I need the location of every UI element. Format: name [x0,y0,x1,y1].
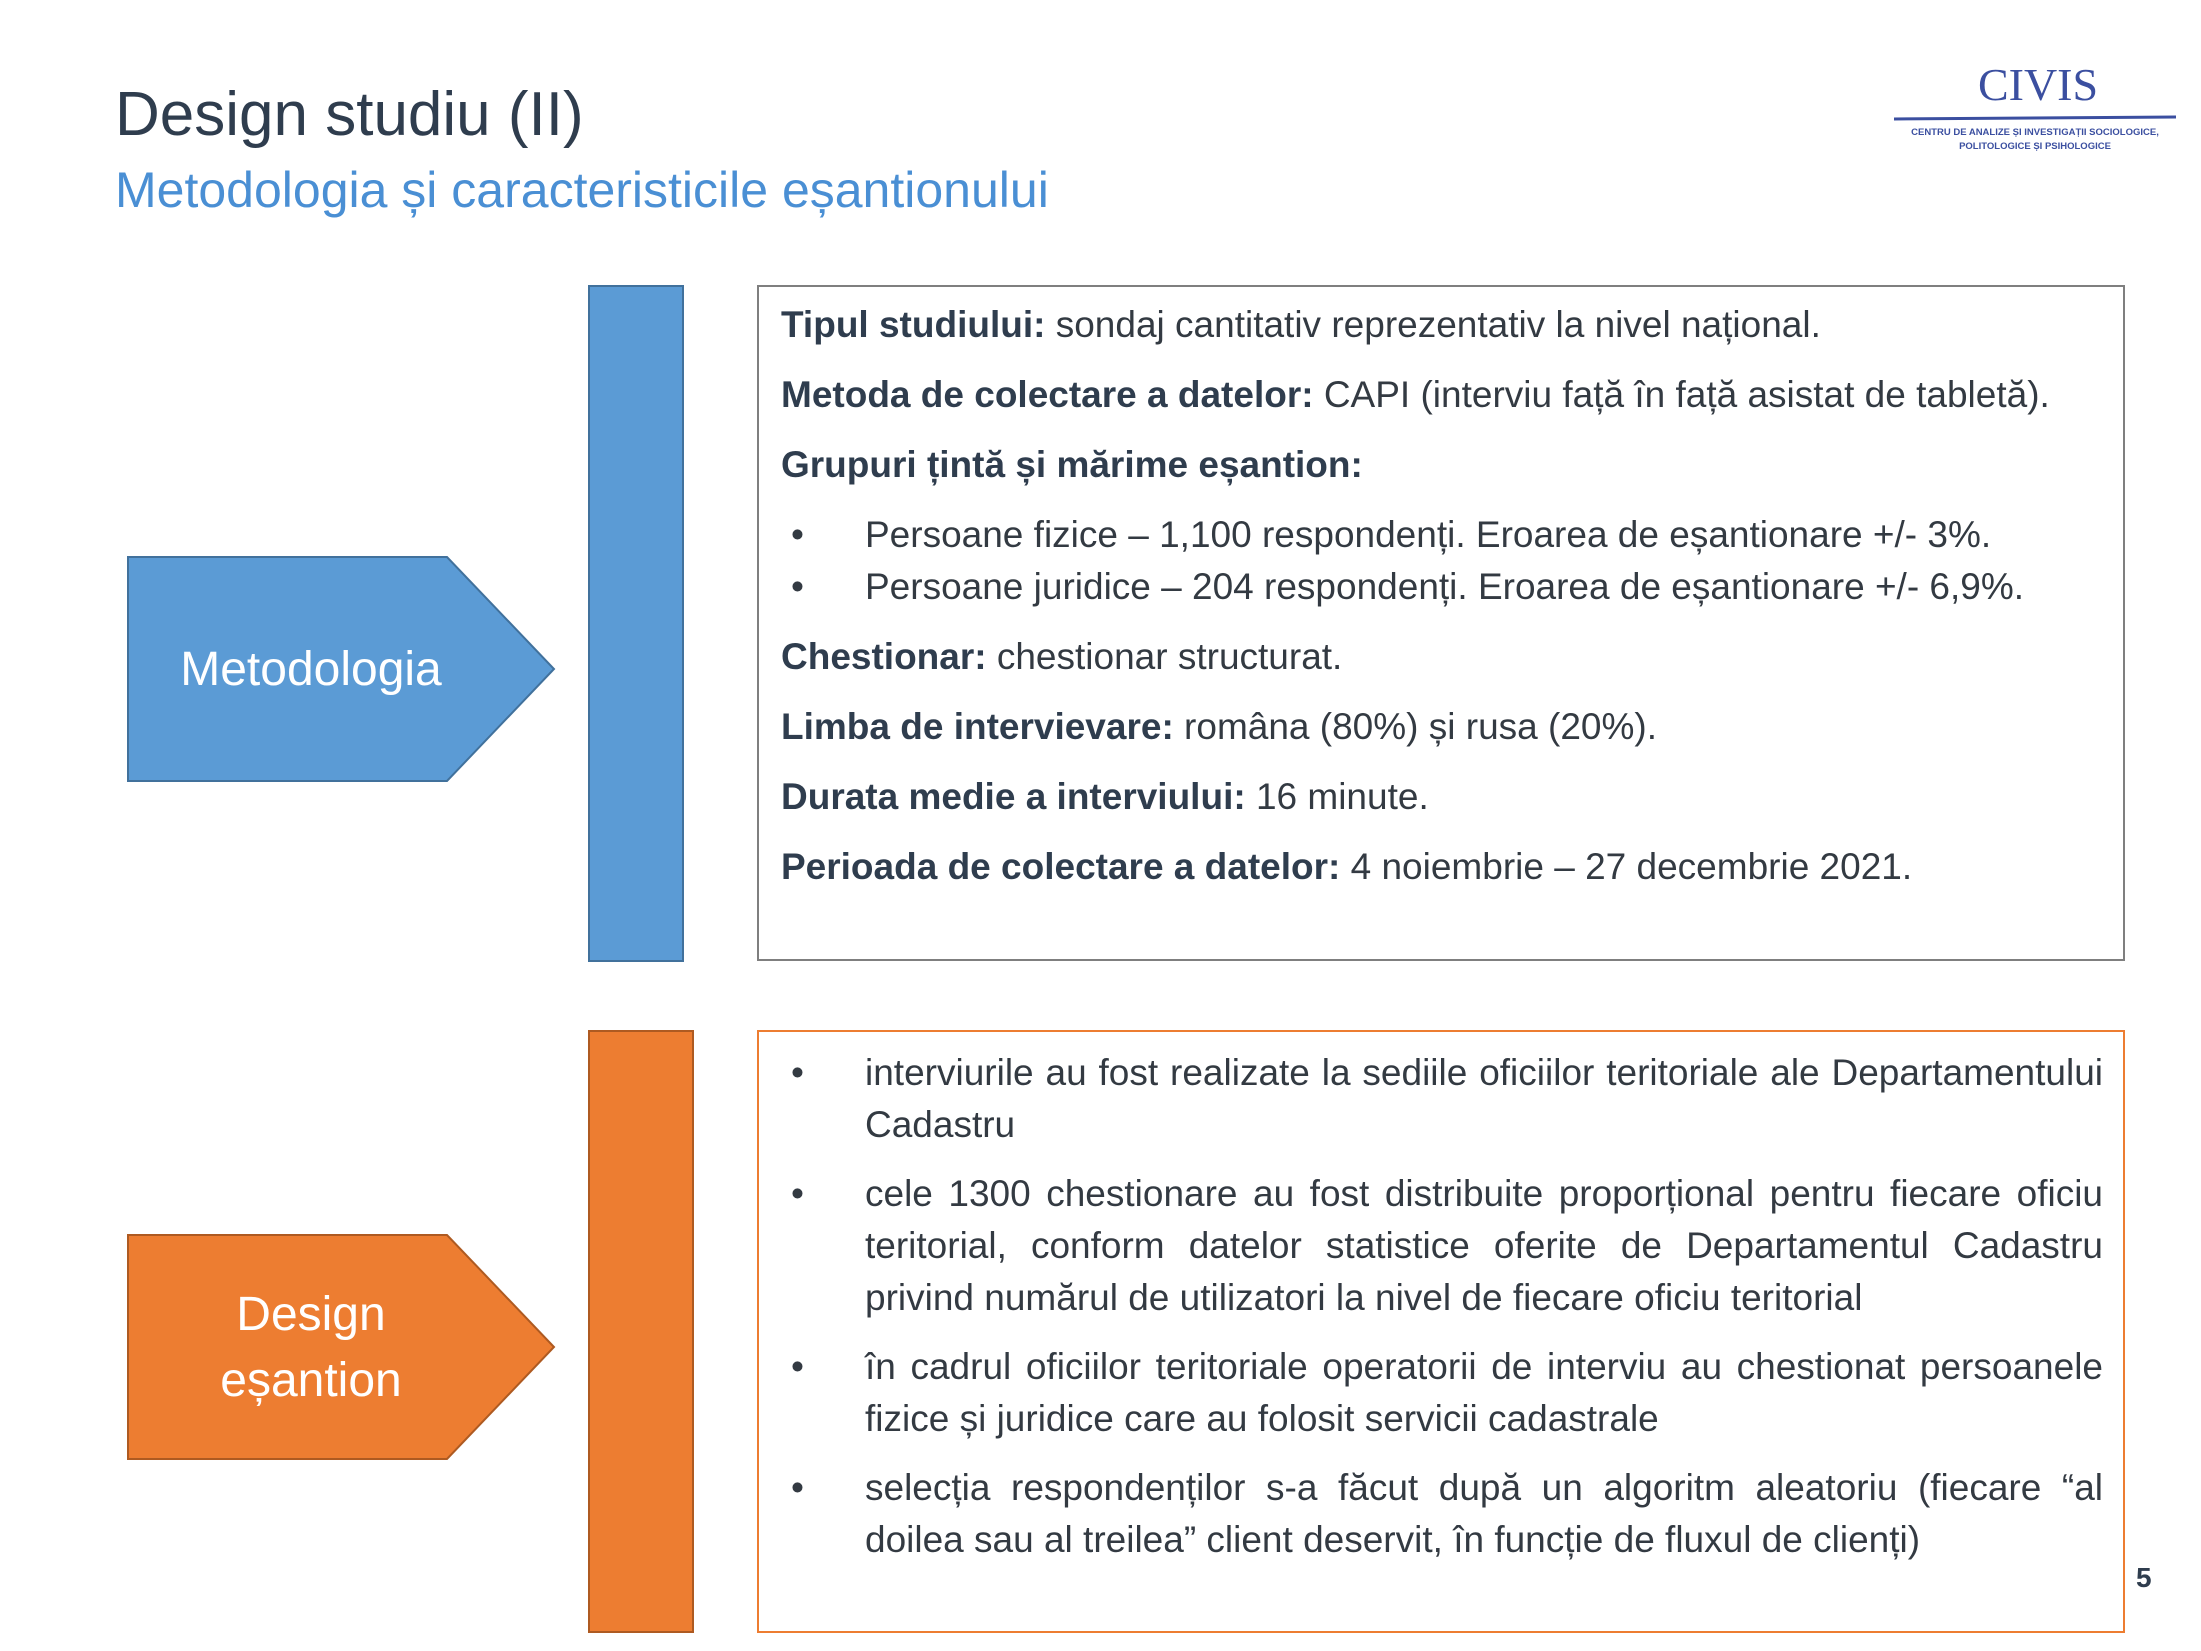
logo-line1: CENTRU DE ANALIZE ȘI INVESTIGAȚII SOCIOLOGICE, [1911,127,2159,138]
metodologia-label: Metodologia [180,642,442,696]
item-perioada: Perioada de colectare a datelor: 4 noiembrie – 27 decembrie 2021. [781,846,1913,887]
slide-subtitle: Metodologia și caracteristicile eșantionului [115,162,1049,218]
civis-logo [1890,60,2180,160]
design-esantion-label [126,1233,496,1463]
item-limba: Limba de intervievare: româna (80%) și rusa (20%). [781,706,1657,747]
design-esantion-bar [588,1030,694,1633]
list-item: • selecția respondenților s-a făcut după un algoritm aleatoriu (fiecare “al doilea sau al treilea” client deservit, în funcție de fluxul de clienți) [791,1467,2103,1560]
bullet-persoane-fizice: • Persoane fizice – 1,100 respondenți. Eroarea de eșantionare +/- 3%. [791,514,1992,555]
metodologia-bar [588,285,684,962]
page-number: 5 [2136,1562,2152,1593]
list-item: • cele 1300 chestionare au fost distribuite proporțional pentru fiecare oficiu teritorial, conform datelor statistice oferite de Departamentul Cadastru privind numărul de utilizatori la nivel de fiecare oficiu teritorial [791,1173,2103,1318]
list-item: • interviurile au fost realizate la sediile oficiilor teritoriale ale Departamentului Cadastru [791,1052,2103,1145]
item-durata: Durata medie a interviului: 16 minute. [781,776,1429,817]
design-esantion-text-box [757,1030,2125,1633]
bullet-persoane-juridice: • Persoane juridice – 204 respondenți. Eroarea de eșantionare +/- 6,9%. [791,566,2025,607]
item-metoda-colectare: Metoda de colectare a datelor: CAPI (interviu față în față asistat de tabletă). [781,374,2050,415]
list-item: • în cadrul oficiilor teritoriale operatorii de interviu au chestionat persoanele fizice și juridice care au folosit servicii cadastrale [791,1346,2103,1439]
logo-wordmark: CIVIS [1977,60,2099,110]
logo-line2: POLITOLOGICE ȘI PSIHOLOGICE [1959,141,2111,152]
item-chestionar: Chestionar: chestionar structurat. [781,636,1343,677]
metodologia-text-box [757,285,2125,961]
item-grupuri-tinta: Grupuri țintă și mărime eșantion: [781,444,1363,485]
design-esantion-label-line2: eșantion [220,1354,402,1407]
slide-title: Design studiu (II) [115,80,584,149]
design-esantion-label-line1: Design [236,1287,386,1341]
item-tipul-studiului: Tipul studiului: sondaj cantitativ reprezentativ la nivel național. [781,304,1821,345]
